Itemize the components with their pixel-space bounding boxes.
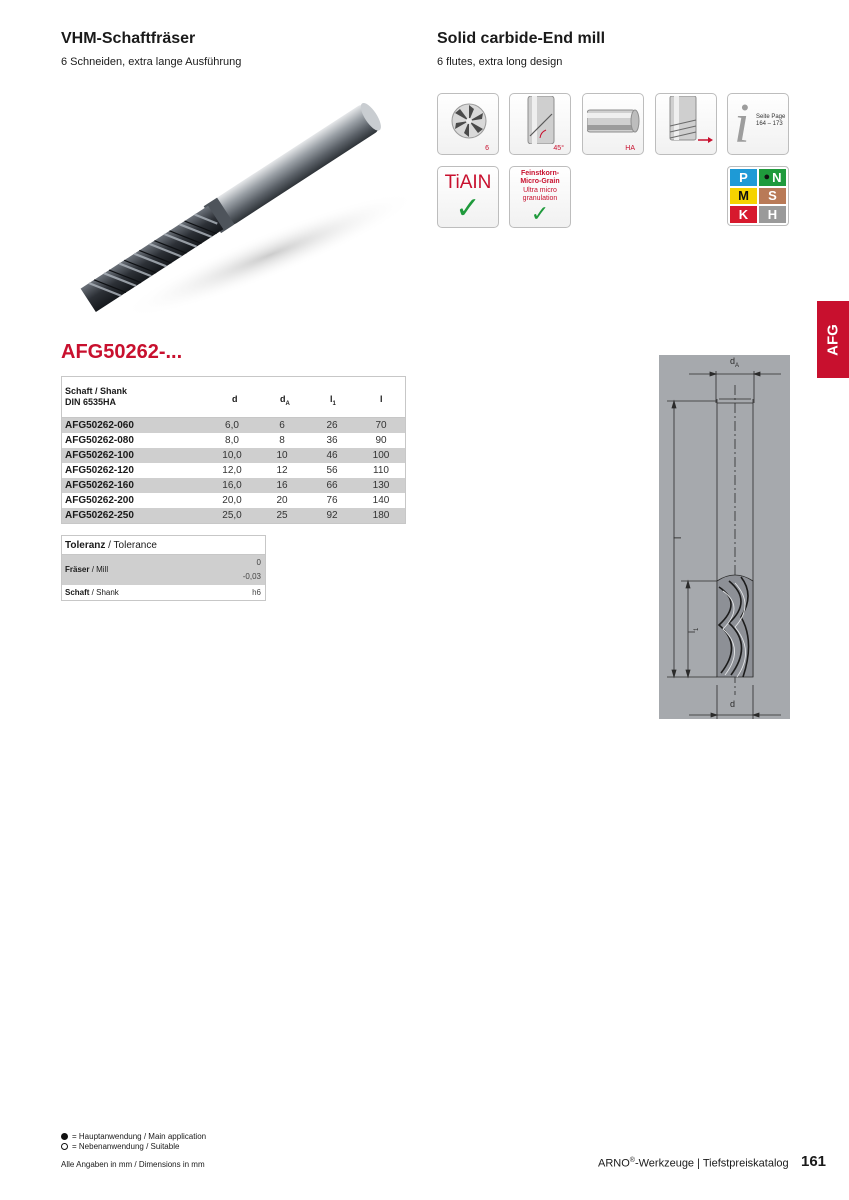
title-english: Solid carbide-End mill xyxy=(437,30,606,47)
cell-l1: 76 xyxy=(326,495,338,506)
helix-caption: 45° xyxy=(553,145,564,152)
material-m: M xyxy=(730,188,757,205)
material-p: P xyxy=(730,169,757,186)
empty-dot-icon xyxy=(61,1143,68,1150)
table-row xyxy=(62,418,405,433)
cell-da: 20 xyxy=(276,495,288,506)
table-row xyxy=(62,463,405,478)
flute-cross-section-icon xyxy=(448,100,490,142)
micro-grain-icon-box xyxy=(509,166,571,228)
cell-da: 12 xyxy=(276,465,288,476)
subtitle-german: 6 Schneiden, extra lange Ausführung xyxy=(61,56,242,68)
drawing-label-l1: $l_1$ xyxy=(687,627,700,633)
cell-l1: 66 xyxy=(326,480,338,491)
flutes-caption: 6 xyxy=(485,145,489,152)
cell-d: 6,0 xyxy=(225,420,239,431)
helix-angle-icon-box xyxy=(509,93,571,155)
tolerance-table xyxy=(61,535,266,601)
micro-grain-label-en: Ultra micro granulation xyxy=(522,187,558,202)
micro-grain-check-icon: ✓ xyxy=(530,201,550,226)
cell-d: 16,0 xyxy=(222,480,242,491)
table-row xyxy=(62,433,405,448)
cell-l: 140 xyxy=(372,495,390,506)
cell-da: 25 xyxy=(276,510,288,521)
cell-l: 90 xyxy=(375,435,387,446)
cell-da: 8 xyxy=(279,435,285,446)
shank-caption: HA xyxy=(625,145,635,152)
table-row xyxy=(62,448,405,463)
dimension-table xyxy=(61,376,406,524)
legend-suitable: = Nebenanwendung / Suitable xyxy=(61,1142,179,1151)
article-code-cell: AFG50262-060 xyxy=(65,420,134,431)
cell-da: 10 xyxy=(276,450,288,461)
page-number: 161 xyxy=(801,1153,827,1170)
drawing-label-da: $d_A$ xyxy=(730,356,740,369)
cylindrical-shank-icon xyxy=(587,108,641,134)
cell-l1: 36 xyxy=(326,435,338,446)
cell-l1: 46 xyxy=(326,450,338,461)
subtitle-english: 6 flutes, extra long design xyxy=(437,56,563,68)
col-da-header: $d_A$ xyxy=(280,394,290,407)
article-code-cell: AFG50262-250 xyxy=(65,510,134,521)
cell-l: 70 xyxy=(375,420,387,431)
dimension-table-body xyxy=(62,418,405,523)
material-k: K xyxy=(730,206,757,223)
cell-l: 110 xyxy=(373,465,389,476)
cell-da: 16 xyxy=(276,480,288,491)
tolerance-mill-upper: 0 xyxy=(256,558,261,567)
cell-l: 100 xyxy=(372,450,390,461)
shank-column-header: Schaft / Shank DIN 6535HA xyxy=(65,386,128,407)
cell-l1: 92 xyxy=(326,510,338,521)
article-code-cell: AFG50262-160 xyxy=(65,480,134,491)
cell-l: 130 xyxy=(372,480,390,491)
article-number-title: AFG50262-... xyxy=(61,341,183,363)
cell-d: 12,0 xyxy=(222,465,242,476)
section-tab-label: AFG xyxy=(824,323,842,356)
center-cut-icon-box xyxy=(655,93,717,155)
article-code-cell: AFG50262-100 xyxy=(65,450,134,461)
col-l1-header: $l_1$ xyxy=(330,394,336,407)
article-code-cell: AFG50262-080 xyxy=(65,435,134,446)
material-suitability-grid xyxy=(727,166,789,226)
tolerance-row-shank xyxy=(62,585,265,600)
article-code-cell: AFG50262-120 xyxy=(65,465,134,476)
dimension-table-header xyxy=(62,377,405,418)
table-row xyxy=(62,508,405,523)
filled-dot-icon xyxy=(61,1133,68,1140)
tolerance-row-mill xyxy=(62,555,265,585)
tolerance-header: Toleranz / Tolerance xyxy=(62,536,265,555)
table-row xyxy=(62,478,405,493)
cell-d: 20,0 xyxy=(222,495,242,506)
plunge-cut-icon xyxy=(664,96,714,152)
article-code-cell: AFG50262-200 xyxy=(65,495,134,506)
cell-da: 6 xyxy=(279,420,285,431)
col-d-header: d xyxy=(232,394,238,404)
tolerance-mill-lower: -0,03 xyxy=(242,572,261,581)
micro-grain-label-de: Feinstkorn- Micro-Grain xyxy=(520,170,560,185)
main-application-marker: ● xyxy=(763,171,771,184)
legend-main-application: = Hauptanwendung / Main application xyxy=(61,1132,206,1141)
section-tab[interactable] xyxy=(817,301,849,378)
material-s: S xyxy=(759,188,786,205)
material-n: ● N xyxy=(759,169,786,186)
helix-angle-icon xyxy=(524,96,558,144)
drawing-label-l: l xyxy=(673,536,684,539)
tolerance-mill-label: Fräser / Mill xyxy=(65,565,109,574)
info-icon: i xyxy=(734,93,750,155)
dimensions-note: Alle Angaben in mm / Dimensions in mm xyxy=(61,1160,205,1169)
info-page-reference: Seite Page 164 – 173 xyxy=(756,114,786,127)
cell-l: 180 xyxy=(372,510,390,521)
info-page-reference-box xyxy=(727,93,789,155)
cell-l1: 26 xyxy=(326,420,338,431)
table-row xyxy=(62,493,405,508)
cell-l1: 56 xyxy=(326,465,338,476)
coating-label: TiAIN xyxy=(444,172,492,193)
tolerance-shank-label: Schaft / Shank xyxy=(65,588,119,597)
cell-d: 25,0 xyxy=(222,510,242,521)
material-h: H xyxy=(759,206,786,223)
tolerance-shank-value: h6 xyxy=(252,588,261,597)
coating-icon-box xyxy=(437,166,499,228)
technical-drawing xyxy=(659,355,790,719)
col-l-header: l xyxy=(380,394,383,404)
drawing-label-d: d xyxy=(730,699,736,709)
shank-type-icon-box xyxy=(582,93,644,155)
title-german: VHM-Schaftfräser xyxy=(61,30,196,47)
cell-d: 8,0 xyxy=(225,435,239,446)
catalog-name: ARNO®-Werkzeuge | Tiefstpreiskatalog xyxy=(598,1157,789,1170)
coating-check-icon: ✓ xyxy=(455,192,481,225)
cell-d: 10,0 xyxy=(222,450,242,461)
flutes-icon-box xyxy=(437,93,499,155)
end-mill-product-image xyxy=(60,85,410,320)
